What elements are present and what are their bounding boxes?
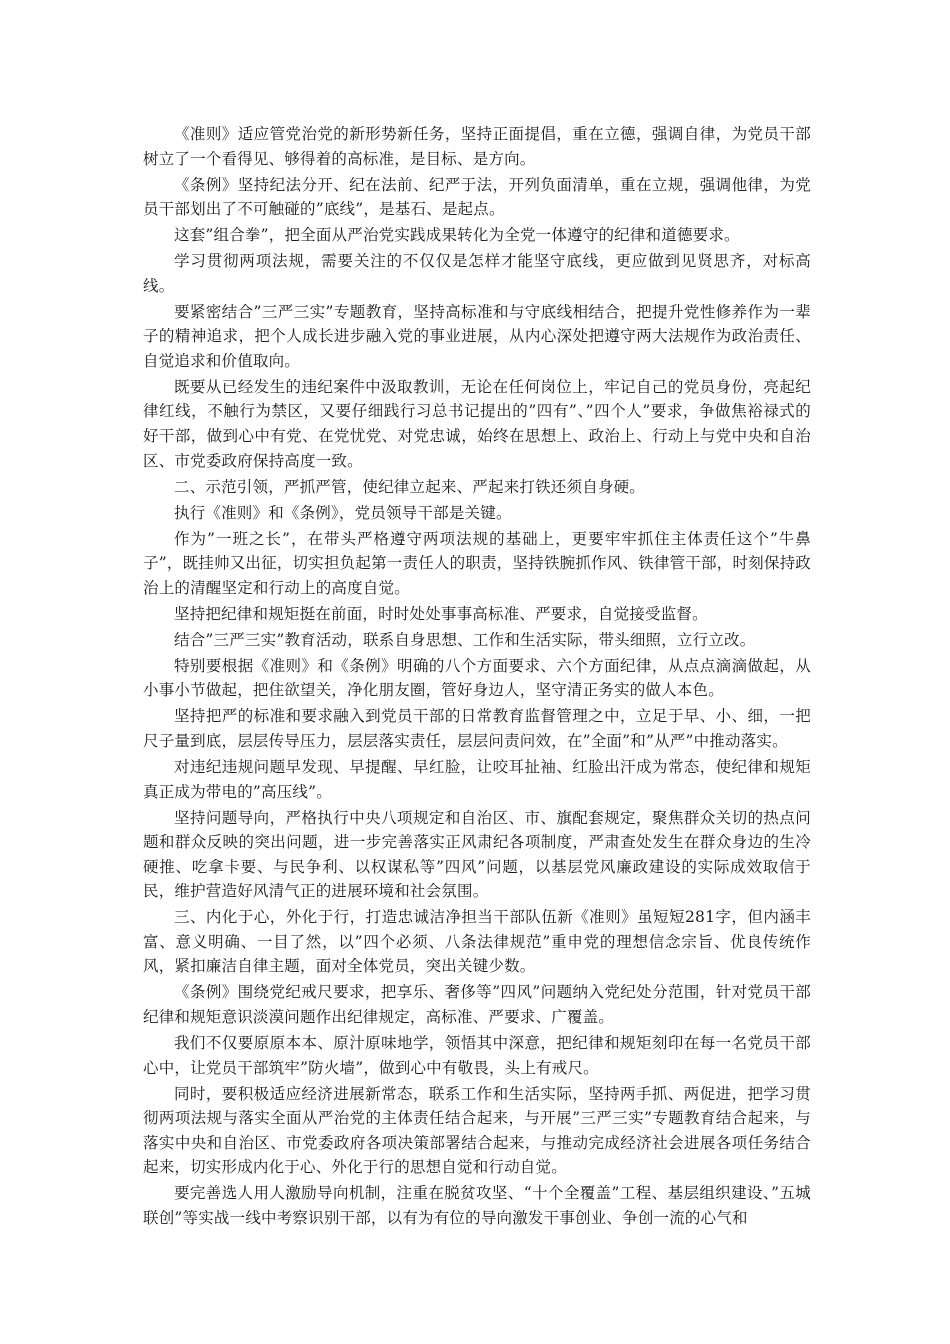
paragraph-1: 《准则》适应管党治党的新形势新任务，坚持正面提倡，重在立德，强调自律，为党员干部树立了一个看得见、够得着的高标准，是目标、是方向。: [143, 125, 811, 168]
document-body: [143, 122, 811, 1232]
paragraph-11: 结合”三严三实”教育活动，联系自身思想、工作和生活实际，带头细照，立行立改。: [174, 630, 756, 649]
paragraph-3: 这套”组合拳”，把全面从严治党实践成果转化为全党一体遵守的纪律和道德要求。: [174, 226, 740, 245]
paragraph-8: 执行《准则》和《条例》，党员领导干部是关键。: [174, 503, 512, 522]
paragraph-14: 对违纪违规问题早发现、早提醒、早红脸，让咬耳扯袖、红脸出汗成为常态，使纪律和规矩真正成为带电的”高压线”。: [143, 757, 811, 801]
paragraph-20: 要完善选人用人激励导向机制，注重在脱贫攻坚、“十个全覆盖”工程、基层组织建设、”五城联创”等实战一线中考察识别干部，以有为有位的导向激发干事创业、争创一流的心气和: [143, 1184, 811, 1227]
paragraph-2: 《条例》坚持纪法分开、纪在法前、纪严于法，开列负面清单，重在立规，强调他律，为党员干部划出了不可触碰的”底线”，是基石、是起点。: [143, 175, 811, 219]
section-heading-2: 二、示范引领，严抓严管，使纪律立起来、严起来打铁还须自身硬。: [174, 477, 646, 496]
paragraph-17: 《条例》围绕党纪戒尺要求，把享乐、奢侈等”四风”问题纳入党纪处分范围，针对党员干部纪律和规矩意识淡漠问题作出纪律规定，高标准、严要求、广覆盖。: [143, 983, 811, 1027]
paragraph-12: 特别要根据《准则》和《条例》明确的八个方面要求、六个方面纪律，从点点滴滴做起，从小事小节做起，把住欲望关，净化朋友圈，管好身边人，坚守清正务实的做人本色。: [143, 656, 811, 700]
paragraph-9: 作为”一班之长”，在带头严格遵守两项法规的基础上，更要牢牢抓住主体责任这个”牛鼻子”，既挂帅又出征，切实担负起第一责任人的职责，坚持铁腕抓作风、铁律管干部，时刻保持政治上的清醒坚定和行动上的高度自觉。: [143, 529, 811, 597]
paragraph-15: 坚持问题导向，严格执行中央八项规定和自治区、市、旗配套规定，聚焦群众关切的热点问题和群众反映的突出问题，进一步完善落实正风肃纪各项制度，严肃查处发生在群众身边的生冷硬推、吃拿卡要、与民争利、以权谋私等”四风”问题，以基层党风廉政建设的实际成效取信于民，维护营造好风清气正的进展环境和社会氛围。: [143, 808, 811, 901]
paragraph-13: 坚持把严的标准和要求融入到党员干部的日常教育监督管理之中，立足于早、小、细，一把尺子量到底，层层传导压力，层层落实责任，层层问责问效，在”全面”和”从严”中推动落实。: [143, 707, 811, 750]
paragraph-10: 坚持把纪律和规矩挺在前面，时时处处事事高标准、严要求，自觉接受监督。: [174, 604, 708, 623]
paragraph-5: 要紧密结合”三严三实”专题教育，坚持高标准和与守底线相结合，把提升党性修养作为一辈子的精神追求，把个人成长进步融入党的事业进展，从内心深处把遵守两大法规作为政治责任、自觉追求和价值取向。: [143, 302, 811, 370]
paragraph-19: 同时，要积极适应经济进展新常态，联系工作和生活实际，坚持两手抓、两促进，把学习贯彻两项法规与落实全面从严治党的主体责任结合起来，与开展”三严三实”专题教育结合起来，与落实中央和自治区、市党委政府各项决策部署结合起来，与推动完成经济社会进展各项任务结合起来，切实形成内化于心、外化于行的思想自觉和行动自觉。: [143, 1084, 811, 1177]
paragraph-6: 既要从已经发生的违纪案件中汲取教训，无论在任何岗位上，牢记自己的党员身份，亮起纪律红线，不触行为禁区，又要仔细践行习总书记提出的”四有”、”四个人”要求，争做焦裕禄式的好干部，做到心中有党、在党忧党、对党忠诚，始终在思想上、政治上、行动上与党中央和自治区、市党委政府保持高度一致。: [143, 377, 811, 470]
section-heading-3: 三、内化于心，外化于行，打造忠诚洁净担当干部队伍新《准则》虽短短281字，但内涵丰富、意义明确、一目了然，以”四个必须、八条法律规范”重申党的理想信念宗旨、优良传统作风，紧扣廉洁自律主题，面对全体党员，突出关键少数。: [143, 908, 811, 976]
paragraph-18: 我们不仅要原原本本、原汁原味地学，领悟其中深意，把纪律和规矩刻印在每一名党员干部心中，让党员干部筑牢”防火墙”，做到心中有敬畏，头上有戒尺。: [143, 1034, 811, 1077]
paragraph-4: 学习贯彻两项法规，需要关注的不仅仅是怎样才能坚守底线，更应做到见贤思齐，对标高线。: [143, 252, 811, 295]
